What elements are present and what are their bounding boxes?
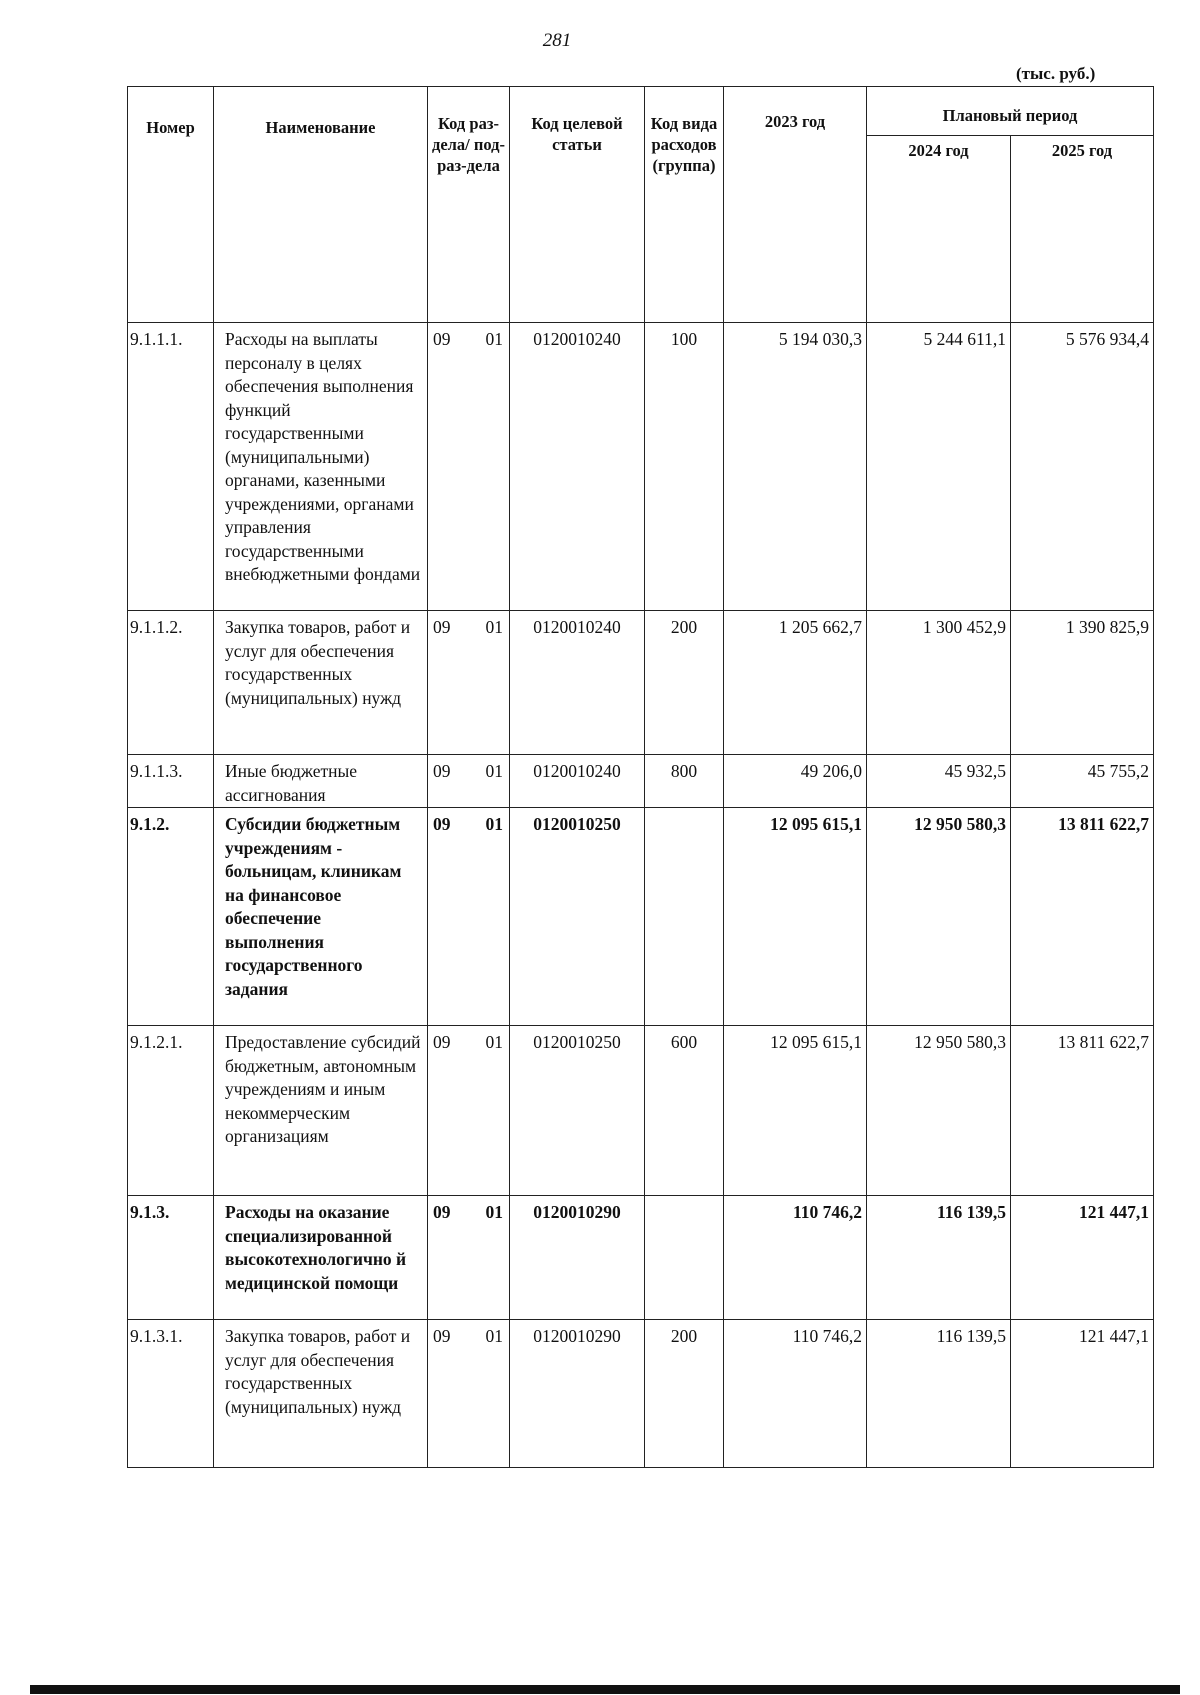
row-name: Расходы на оказание специализированной высокотехнологично й медицинской помощи [214, 1196, 428, 1320]
row-number: 9.1.3. [128, 1196, 214, 1320]
row-amount-2024: 116 139,5 [867, 1320, 1011, 1468]
row-razdel: 09 [433, 1202, 451, 1222]
row-target-code: 0120010240 [510, 323, 645, 611]
table-row [128, 611, 1154, 755]
row-section-code [428, 1196, 510, 1320]
row-name: Закупка товаров, работ и услуг для обеспечения государственных (муниципальных) нужд [214, 1320, 428, 1468]
row-expense-type: 200 [645, 1320, 724, 1468]
row-target-code: 0120010290 [510, 1196, 645, 1320]
row-name: Предоставление субсидий бюджетным, автономным учреждениям и иным некоммерческим организациям [214, 1026, 428, 1196]
table-body [128, 323, 1154, 1468]
bottom-rule [30, 1685, 1180, 1694]
row-name: Закупка товаров, работ и услуг для обеспечения государственных (муниципальных) нужд [214, 611, 428, 755]
row-razdel: 09 [433, 1032, 451, 1052]
row-amount-2025: 13 811 622,7 [1011, 1026, 1154, 1196]
row-target-code: 0120010240 [510, 611, 645, 755]
row-razdel: 09 [433, 1326, 451, 1346]
row-section-code [428, 1026, 510, 1196]
row-amount-2024: 1 300 452,9 [867, 611, 1011, 755]
row-number: 9.1.1.1. [128, 323, 214, 611]
row-section-code [428, 323, 510, 611]
row-podrazdel: 01 [485, 814, 503, 834]
budget-table [127, 86, 1154, 1468]
header-2024: 2024 год [867, 136, 1011, 323]
header-number: Номер [128, 87, 214, 323]
header-2023: 2023 год [724, 87, 867, 323]
row-number: 9.1.1.3. [128, 755, 214, 808]
row-section-code [428, 808, 510, 1026]
table-row [128, 1196, 1154, 1320]
header-planned-period: Плановый период [867, 87, 1154, 136]
table-row [128, 1026, 1154, 1196]
row-expense-type [645, 1196, 724, 1320]
row-amount-2025: 121 447,1 [1011, 1320, 1154, 1468]
row-amount-2023: 49 206,0 [724, 755, 867, 808]
row-expense-type: 100 [645, 323, 724, 611]
row-podrazdel: 01 [485, 1326, 503, 1346]
row-name: Расходы на выплаты персоналу в целях обеспечения выполнения функций государственными (муниципальными) органами, казенными учреждениями, органами управления государственными внебюджетными фондами [214, 323, 428, 611]
table-row [128, 755, 1154, 808]
row-podrazdel: 01 [485, 1032, 503, 1052]
row-razdel: 09 [433, 761, 451, 781]
header-expense-type: Код вида расходов (группа) [645, 87, 724, 323]
row-amount-2024: 5 244 611,1 [867, 323, 1011, 611]
page-number: 281 [542, 30, 572, 51]
row-section-code [428, 1320, 510, 1468]
header-2025: 2025 год [1011, 136, 1154, 323]
row-section-code [428, 611, 510, 755]
row-razdel: 09 [433, 329, 451, 349]
row-amount-2023: 1 205 662,7 [724, 611, 867, 755]
row-target-code: 0120010290 [510, 1320, 645, 1468]
row-amount-2025: 13 811 622,7 [1011, 808, 1154, 1026]
row-target-code: 0120010250 [510, 1026, 645, 1196]
row-section-code [428, 755, 510, 808]
row-name: Иные бюджетные ассигнования [214, 755, 428, 808]
row-amount-2023: 5 194 030,3 [724, 323, 867, 611]
row-target-code: 0120010250 [510, 808, 645, 1026]
header-section-code: Код раз-дела/ под-раз-дела [428, 87, 510, 323]
row-razdel: 09 [433, 617, 451, 637]
table-row [128, 323, 1154, 611]
row-amount-2023: 110 746,2 [724, 1196, 867, 1320]
table-header [128, 87, 1154, 323]
row-name: Субсидии бюджетным учреждениям - больницам, клиникам на финансовое обеспечение выполнения государственного задания [214, 808, 428, 1026]
row-expense-type: 200 [645, 611, 724, 755]
row-podrazdel: 01 [485, 761, 503, 781]
row-amount-2023: 110 746,2 [724, 1320, 867, 1468]
row-number: 9.1.1.2. [128, 611, 214, 755]
row-podrazdel: 01 [485, 329, 503, 349]
row-amount-2023: 12 095 615,1 [724, 808, 867, 1026]
row-number: 9.1.2.1. [128, 1026, 214, 1196]
row-amount-2024: 12 950 580,3 [867, 1026, 1011, 1196]
row-target-code: 0120010240 [510, 755, 645, 808]
units-label: (тыс. руб.) [1016, 64, 1096, 83]
row-amount-2025: 5 576 934,4 [1011, 323, 1154, 611]
row-number: 9.1.3.1. [128, 1320, 214, 1468]
row-podrazdel: 01 [485, 1202, 503, 1222]
row-number: 9.1.2. [128, 808, 214, 1026]
row-amount-2024: 45 932,5 [867, 755, 1011, 808]
row-amount-2024: 116 139,5 [867, 1196, 1011, 1320]
row-expense-type: 800 [645, 755, 724, 808]
row-amount-2024: 12 950 580,3 [867, 808, 1011, 1026]
header-name: Наименование [214, 87, 428, 323]
row-amount-2025: 1 390 825,9 [1011, 611, 1154, 755]
header-target-code: Код целевой статьи [510, 87, 645, 323]
row-amount-2025: 121 447,1 [1011, 1196, 1154, 1320]
row-amount-2023: 12 095 615,1 [724, 1026, 867, 1196]
table-row [128, 1320, 1154, 1468]
row-expense-type [645, 808, 724, 1026]
row-expense-type: 600 [645, 1026, 724, 1196]
row-amount-2025: 45 755,2 [1011, 755, 1154, 808]
table-row [128, 808, 1154, 1026]
row-podrazdel: 01 [485, 617, 503, 637]
row-razdel: 09 [433, 814, 451, 834]
